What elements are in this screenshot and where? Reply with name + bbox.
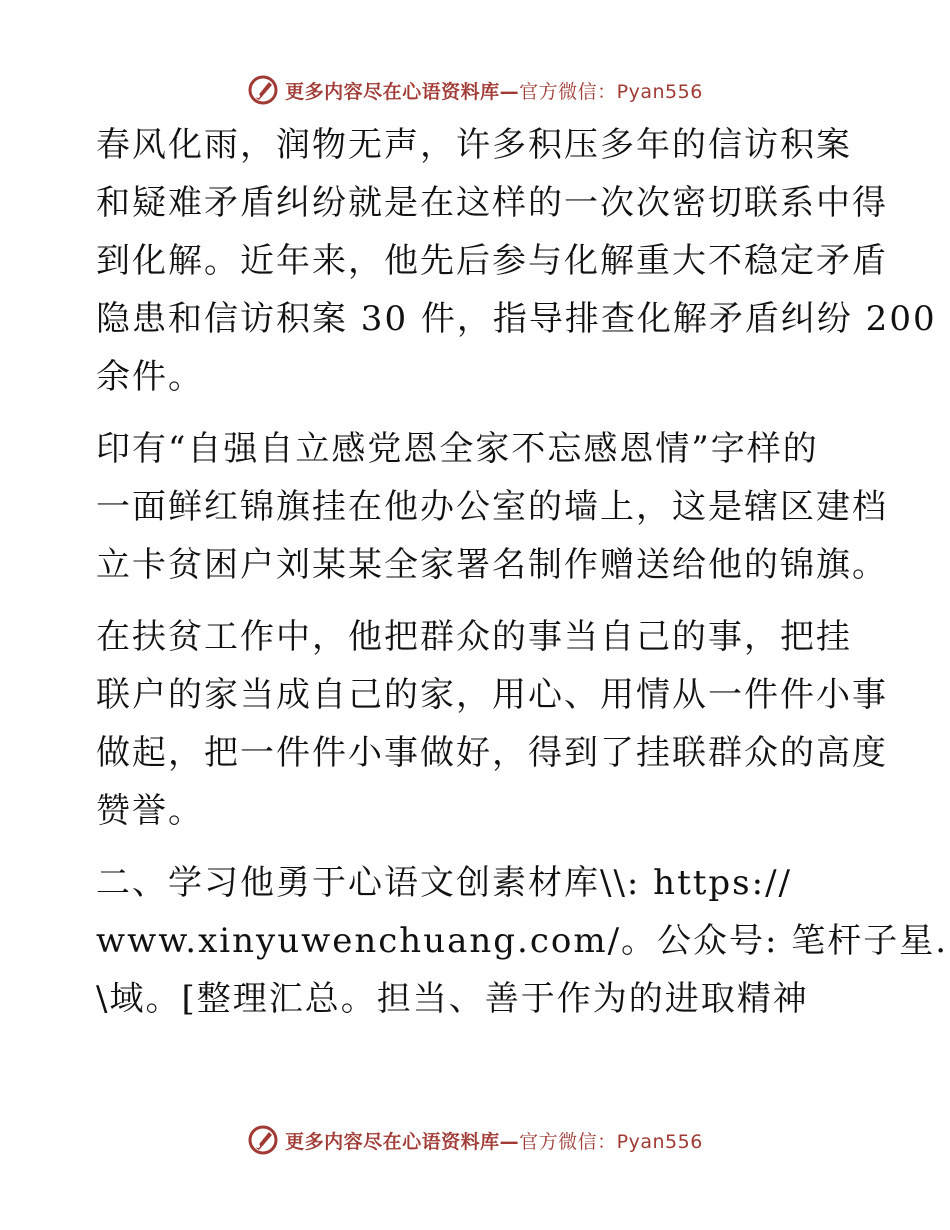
text-line: \域。[整理汇总。担当、善于作为的进取精神 — [96, 979, 809, 1019]
paragraph-4 — [96, 854, 949, 1028]
banner-prefix: 更多内容尽在心语资料库— — [285, 1130, 520, 1153]
banner-text — [285, 77, 703, 104]
text-line: 在扶贫工作中，他把群众的事当自己的事，把挂 — [96, 617, 852, 657]
text-line: 余件。 — [96, 357, 204, 397]
text-line: 到化解。近年来，他先后参与化解重大不稳定矛盾 — [96, 241, 888, 281]
text-line: 二、学习他勇于心语文创素材库\\: https:// — [96, 863, 792, 903]
text-line: 联户的家当成自己的家，用心、用情从一件件小事 — [96, 675, 888, 715]
quill-logo-icon — [247, 74, 279, 106]
footer-banner — [0, 1120, 950, 1160]
text-line: 隐患和信访积案 30 件，指导排查化解矛盾纠纷 200 — [96, 299, 937, 339]
banner-prefix: 更多内容尽在心语资料库— — [285, 80, 520, 103]
paragraph-2 — [96, 420, 888, 594]
banner-text — [285, 1127, 703, 1154]
header-banner — [0, 70, 950, 110]
text-line: 立卡贫困户刘某某全家署名制作赠送给他的锦旗。 — [96, 545, 888, 585]
text-line: www.xinyuwenchuang.com/。公众号: 笔杆子星. — [96, 921, 949, 961]
quill-logo-icon — [247, 1124, 279, 1156]
paragraph-1 — [96, 116, 937, 406]
text-line: 赞誉。 — [96, 791, 204, 831]
banner-suffix: 官方微信：Pyan556 — [519, 80, 703, 103]
text-line: 和疑难矛盾纠纷就是在这样的一次次密切联系中得 — [96, 183, 888, 223]
banner-suffix: 官方微信：Pyan556 — [519, 1130, 703, 1153]
paragraph-3 — [96, 608, 888, 840]
document-body — [96, 116, 949, 1042]
text-line: 印有“自强自立感党恩全家不忘感恩情”字样的 — [96, 429, 819, 469]
text-line: 一面鲜红锦旗挂在他办公室的墙上，这是辖区建档 — [96, 487, 888, 527]
text-line: 做起，把一件件小事做好，得到了挂联群众的高度 — [96, 733, 888, 773]
text-line: 春风化雨，润物无声，许多积压多年的信访积案 — [96, 125, 852, 165]
